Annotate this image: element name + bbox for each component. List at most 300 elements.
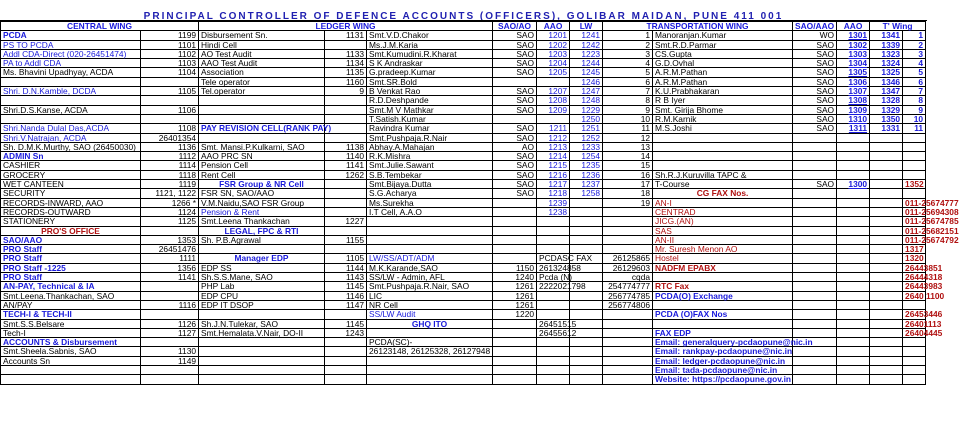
table-cell: 26401354 [141,133,199,142]
table-cell: 1199 [141,31,199,40]
table-cell [837,254,870,263]
table-cell: PAY REVISION CELL(RANK PAY) [199,124,325,133]
table-cell: 1246 [570,77,603,86]
table-cell [793,198,837,207]
table-cell [603,207,653,216]
table-cell [325,356,367,365]
table-cell: 011-25682151 [903,226,926,235]
table-cell [1,96,141,105]
table-cell [325,189,367,198]
table-cell [793,365,837,374]
table-cell [537,226,570,235]
table-cell: Hindi Cell [199,40,325,49]
table-cell [870,198,903,207]
table-cell: 1215 [537,161,570,170]
table-cell: 1155 [325,235,367,244]
table-cell: 1329 [870,105,903,114]
table-cell: SAO [493,68,537,77]
table-cell: Email: generalquery-pcdaopune@nic.in [653,338,793,347]
table-cell [537,338,570,347]
table-cell: Smt.Leena.Thankachan, SAO [1,291,141,300]
table-cell: 26404445 [903,328,926,337]
header-sao-aao: SAO/AAO [793,22,837,31]
table-cell: 17 [603,180,653,189]
table-cell: Pcda (N) [537,273,570,282]
table-cell: 1347 [870,87,903,96]
table-cell: Smt.Bijaya.Dutta [367,180,493,189]
table-row [1,245,926,254]
table-cell: CS.Gupta [653,49,793,58]
table-cell: 1118 [141,170,199,179]
table-cell: 1229 [570,105,603,114]
table-cell: 1104 [141,68,199,77]
table-cell [570,300,603,309]
table-cell [793,347,837,356]
table-cell: RTC Fax [653,282,793,291]
table-cell: 9 [603,105,653,114]
table-cell [903,375,926,384]
table-cell [570,207,603,216]
table-cell: 1101 [141,40,199,49]
table-cell: 011-25674777 [903,198,926,207]
table-cell: SAO [793,96,837,105]
table-cell: SAO [793,87,837,96]
table-cell: R.K.Mishra [367,152,493,161]
table-cell: Smt.Leena Thankachan [199,217,325,226]
table-cell: 1135 [325,68,367,77]
table-cell: Disbursement Sn. [199,31,325,40]
table-cell: AAO Test Audit [199,59,325,68]
table-cell: SAO [493,152,537,161]
table-cell: 1143 [325,273,367,282]
table-cell: LW/SS/ADT/ADM [367,254,493,263]
table-cell: SAO [493,124,537,133]
table-cell: 1309 [837,105,870,114]
table-row [1,170,926,179]
table-row [1,152,926,161]
table-cell: Smt. Girija Bhome [653,105,793,114]
table-cell: 1125 [141,217,199,226]
table-cell [837,310,870,319]
table-cell: 1119 [141,180,199,189]
table-cell [793,152,837,161]
table-row [1,124,926,133]
table-cell: 4 [603,59,653,68]
table-cell: 1300 [837,180,870,189]
table-cell [570,365,603,374]
table-cell: 1302 [837,40,870,49]
table-cell: SAS [653,226,793,235]
table-cell: 1311 [837,124,870,133]
table-cell: 13 [603,142,653,151]
table-cell: 1239 [537,198,570,207]
table-cell: 1324 [870,59,903,68]
table-cell [870,161,903,170]
table-cell: LIC [367,291,493,300]
table-cell: 1261 [493,282,537,291]
table-cell: R.D.Deshpande [367,96,493,105]
table-cell: 15 [603,161,653,170]
table-cell: 1252 [570,133,603,142]
table-cell: SAO [793,40,837,49]
table-cell: Tel.operator [199,87,325,96]
table-cell [793,235,837,244]
table-row [1,319,926,328]
header-row [1,22,926,31]
table-cell: 256774785 [603,291,653,300]
table-cell [837,226,870,235]
table-cell [325,133,367,142]
table-cell: Ms.J.M.Karia [367,40,493,49]
table-cell: 1223 [570,49,603,58]
table-cell [199,338,325,347]
table-cell: 1353 [141,235,199,244]
table-cell: 11 [603,124,653,133]
table-cell [903,133,926,142]
table-cell: V.M.Naidu,SAO FSR Group [199,198,325,207]
table-cell [903,142,926,151]
table-cell [141,310,199,319]
table-cell [493,226,537,235]
table-row [1,31,926,40]
table-cell: 1240 [493,273,537,282]
table-cell [837,291,870,300]
table-cell: Rent Cell [199,170,325,179]
table-cell: 011-25674785 [903,217,926,226]
table-cell: Sh. D.M.K.Murthy, SAO (26450030) [1,142,141,151]
table-cell: 1304 [837,59,870,68]
table-cell: SAO/AAO [1,235,141,244]
table-cell [870,310,903,319]
table-cell [870,356,903,365]
table-cell: 1244 [570,59,603,68]
table-cell: CG FAX Nos. [653,189,793,198]
table-cell: 1103 [141,59,199,68]
table-cell [141,375,199,384]
table-cell [570,217,603,226]
table-cell [837,356,870,365]
table-cell [570,347,603,356]
table-cell: 1251 [570,124,603,133]
table-cell: A.R.M.Pathan [653,68,793,77]
table-cell [793,217,837,226]
table-cell: G.pradeep.Kumar [367,68,493,77]
table-cell: Tele operator [199,77,325,86]
table-cell: PRO Staff [1,245,141,254]
table-cell [837,198,870,207]
table-cell: CASHIER [1,161,141,170]
table-cell: Shri.D.S.Kanse, ACDA [1,105,141,114]
table-cell: 1356 [141,263,199,272]
table-cell [793,133,837,142]
table-cell: Smt.V.D.Chakor [367,31,493,40]
table-cell: 9 [325,87,367,96]
table-cell: 1202 [537,40,570,49]
table-cell: T.Satish.Kumar [367,114,493,123]
table-cell: FSR Group & NR Cell [199,180,325,189]
table-cell: 1218 [537,189,570,198]
table-cell [141,365,199,374]
table-cell [653,319,793,328]
table-cell [141,226,199,235]
table-cell: 1303 [837,49,870,58]
table-cell [870,245,903,254]
table-cell: 1124 [141,207,199,216]
table-cell: 1149 [141,356,199,365]
table-cell: 26443983 [903,282,926,291]
table-cell: 1214 [537,152,570,161]
table-cell [367,226,493,235]
table-cell: Sh.J.N.Tulekar, SAO [199,319,325,328]
table-row [1,198,926,207]
table-cell: 26451515 [537,319,570,328]
header-central-wing: CENTRAL WING [1,22,199,31]
table-cell [493,235,537,244]
table-cell: 1106 [141,105,199,114]
table-cell: SAO [493,96,537,105]
table-cell [837,245,870,254]
table-cell: 011-25674792 [903,235,926,244]
page-title: PRINCIPAL CONTROLLER OF DEFENCE ACCOUNTS (OFFICERS), GOLIBAR MAIDAN, PUNE 411 001 [143,11,784,22]
table-cell: AAO PRC SN [199,152,325,161]
table-cell: 5 [603,68,653,77]
table-cell: 1150 [493,263,537,272]
table-cell [793,207,837,216]
table-cell: 1242 [570,40,603,49]
table-cell: SAO [793,124,837,133]
table-cell: 1247 [570,87,603,96]
table-cell: SAO [493,31,537,40]
table-cell: FAX EDP [653,328,793,337]
table-cell [325,226,367,235]
table-cell: SAO [493,40,537,49]
table-cell: 1346 [870,77,903,86]
table-cell: ACCOUNTS & Disbursement [1,338,141,347]
table-cell: SAO [493,161,537,170]
table-cell: SAO [793,114,837,123]
table-cell [793,310,837,319]
table-cell [603,356,653,365]
table-cell [570,356,603,365]
table-cell: Sh. P.B.Agrawal [199,235,325,244]
table-cell: PCDASC FAX [537,254,570,263]
table-cell: SAO [793,77,837,86]
table-cell: 1131 [325,31,367,40]
table-cell [1,375,141,384]
table-cell [793,263,837,272]
table-cell: RECORDS-INWARD, AAO [1,198,141,207]
table-cell [493,375,537,384]
table-cell [325,198,367,207]
header-t-wing: T' Wing [870,22,926,31]
table-cell: LEGAL, FPC & RTI [199,226,325,235]
table-cell [837,263,870,272]
table-cell [837,328,870,337]
table-cell [325,375,367,384]
table-cell [837,235,870,244]
table-cell [537,356,570,365]
table-cell: 1141 [325,161,367,170]
table-cell: 26129603 [603,263,653,272]
table-cell [199,133,325,142]
table-cell: SAO [793,180,837,189]
table-row [1,300,926,309]
table-cell [837,189,870,198]
table-cell [603,338,653,347]
table-cell [793,142,837,151]
table-cell: PRO Staff [1,254,141,263]
table-cell: M.K.Karande,SAO [367,263,493,272]
table-cell: Pension & Rent [199,207,325,216]
table-cell: WET CANTEEN [1,180,141,189]
table-cell [325,180,367,189]
table-cell: 1261 [493,291,537,300]
table-cell: ADMIN Sn [1,152,141,161]
table-cell: SAO [493,49,537,58]
table-row [1,217,926,226]
table-cell: EDP IT DSOP [199,300,325,309]
table-cell: S K Andraskar [367,59,493,68]
table-cell: NADFM EPABX [653,263,793,272]
table-cell: Smt.Kumudini.R.Kharat [367,49,493,58]
table-cell: 1238 [537,207,570,216]
table-row [1,356,926,365]
table-cell: Pension Cell [199,161,325,170]
table-cell: 1323 [870,49,903,58]
table-cell [603,319,653,328]
table-cell [537,291,570,300]
table-cell: 1320 [903,254,926,263]
table-cell [199,105,325,114]
table-cell: cqda [603,273,653,282]
table-cell: 1160 [325,77,367,86]
table-cell [903,347,926,356]
table-cell [793,273,837,282]
table-cell: SAO [793,59,837,68]
table-cell: SAO [793,105,837,114]
table-cell: Smt.M V Mathkar [367,105,493,114]
table-cell: PRO Staff [1,273,141,282]
table-cell: Ravindra Kumar [367,124,493,133]
table-cell: 256774806 [603,300,653,309]
table-cell: 1126 [141,319,199,328]
table-cell: B Venkat Rao [367,87,493,96]
header-aao-2: AAO [837,22,870,31]
table-cell: PHP Lab [199,282,325,291]
table-cell [653,133,793,142]
table-cell: SAO [493,170,537,179]
table-cell: 1248 [570,96,603,105]
table-cell [870,291,903,300]
table-cell [141,291,199,300]
table-row [1,254,926,263]
table-cell [493,245,537,254]
table-cell [793,300,837,309]
table-cell [570,338,603,347]
table-cell: K.U.Prabhakaran [653,87,793,96]
table-cell: Smt.Hemalata.V.Nair, DO-II [199,328,325,337]
table-cell [870,254,903,263]
table-cell: 8 [903,96,926,105]
table-cell: 1310 [837,114,870,123]
table-row [1,87,926,96]
table-cell: 11 [903,124,926,133]
table-cell: 1 [603,31,653,40]
table-cell: SAO [493,59,537,68]
table-cell [570,226,603,235]
table-cell: Manager EDP [199,254,325,263]
table-cell [870,142,903,151]
table-row [1,77,926,86]
table-cell [653,161,793,170]
table-cell: 1339 [870,40,903,49]
table-cell [570,291,603,300]
table-cell: 1211 [537,124,570,133]
header-sao-ao: SAO/AO [493,22,537,31]
table-cell [793,254,837,263]
table-cell: Ms.Surekha [367,198,493,207]
table-cell: 4 [903,59,926,68]
table-cell: 26453446 [903,310,926,319]
table-cell: 18 [603,189,653,198]
table-row [1,105,926,114]
table-cell: 1144 [325,263,367,272]
table-cell [793,226,837,235]
table-cell: A.R.M.Pathan [653,77,793,86]
directory-table [0,21,959,385]
table-cell: AO [493,142,537,151]
table-cell: 1133 [325,49,367,58]
table-cell: M.S.Joshi [653,124,793,133]
table-cell: 9 [903,105,926,114]
table-cell: Smt.Pushpaja.R.Nair [367,133,493,142]
table-cell [903,338,926,347]
table-cell: Shri.Nanda Dulal Das,ACDA [1,124,141,133]
table-cell: 2222021798 [537,282,570,291]
table-cell [199,96,325,105]
table-cell: 1111 [141,254,199,263]
table-cell: 2 [903,40,926,49]
table-cell [870,235,903,244]
table-cell [793,319,837,328]
table-cell [837,347,870,356]
table-cell [903,365,926,374]
table-cell: Sh.S.S.Mane, SAO [199,273,325,282]
table-cell [793,161,837,170]
table-cell: 1308 [837,96,870,105]
table-cell: 1134 [325,59,367,68]
table-cell [325,96,367,105]
table-cell [493,347,537,356]
table-cell: 1138 [325,142,367,151]
table-cell [603,217,653,226]
table-cell [870,365,903,374]
table-cell: STATIONERY [1,217,141,226]
table-row [1,189,926,198]
table-cell: EDP CPU [199,291,325,300]
table-cell: 1217 [537,180,570,189]
table-cell: Ms. Bhavini Upadhyay, ACDA [1,68,141,77]
table-cell [603,235,653,244]
table-cell [325,338,367,347]
table-cell [325,105,367,114]
table-cell [1,365,141,374]
table-cell: Email: rankpay-pcdaopune@nic.in [653,347,793,356]
table-cell [870,207,903,216]
table-cell [325,40,367,49]
table-cell: 1146 [325,291,367,300]
table-cell: 1121, 1122 [141,189,199,198]
